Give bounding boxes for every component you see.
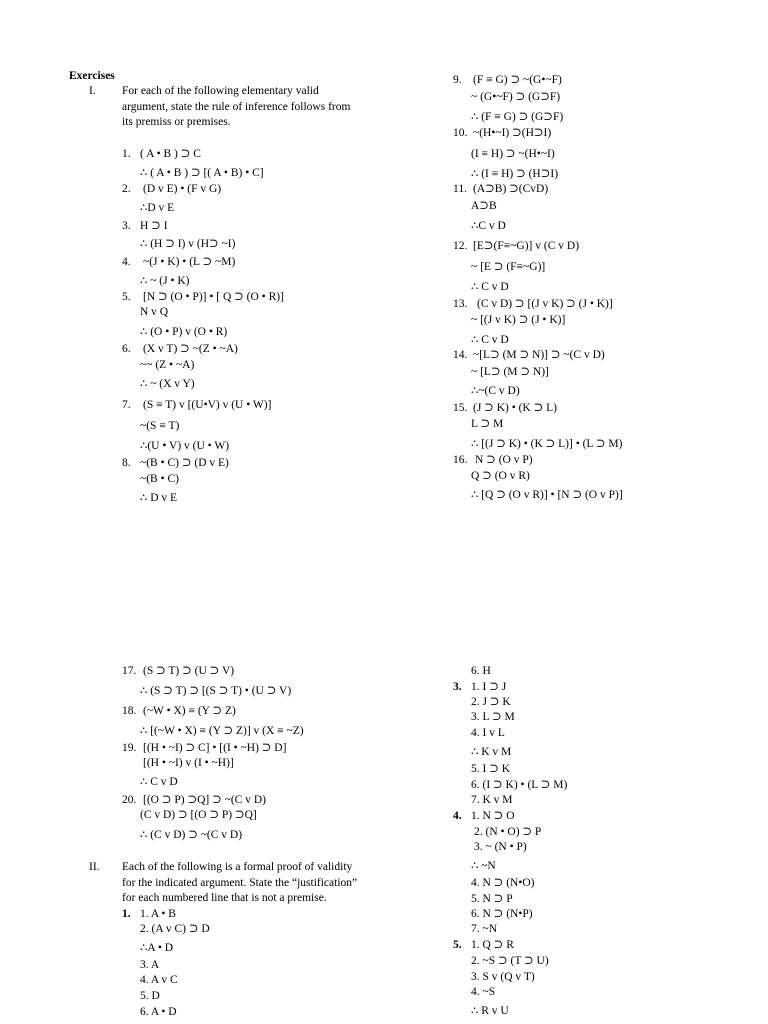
item-number: 20. [122, 794, 137, 806]
premise: [(O ⊃ P) ⊃Q] ⊃ ~(C v D) [143, 794, 266, 806]
premise: (S ≡ T) v [(U•V) v (U • W)] [143, 399, 272, 411]
proof-line: 3. ~ (N • P) [474, 841, 527, 853]
conclusion: ∴ ( A • B ) ⊃ [( A • B) • C] [140, 167, 264, 179]
conclusion: ∴~(C v D) [471, 385, 520, 397]
premise: (I ≡ H) ⊃ ~(H•~I) [471, 148, 555, 160]
proof-number: 1. [122, 908, 131, 920]
conclusion: ∴C v D [471, 220, 506, 232]
item-number: 10. [453, 127, 468, 139]
conclusion: ∴ [(J ⊃ K) • (K ⊃ L)] • (L ⊃ M) [471, 438, 623, 450]
premise: ~ [L⊃ (M ⊃ N)] [471, 366, 549, 378]
proof-line: 7. ~N [471, 923, 498, 935]
proof-conclusion: ∴ K v M [471, 746, 512, 758]
item-number: 19. [122, 742, 137, 754]
item-number: 7. [122, 399, 131, 411]
item-number: 11. [453, 183, 467, 195]
section-1-instructions: For each of the following elementary valid argument, state the rule of inference follows from its premiss or premises. [122, 85, 351, 128]
proof-line: 1. N ⊃ O [471, 810, 515, 822]
proof-line: 2. ~S ⊃ (T ⊃ U) [471, 955, 549, 967]
conclusion: ∴ (H ⊃ I) v (H⊃ ~I) [140, 238, 236, 250]
premise: Q ⊃ (O v R) [471, 470, 530, 482]
item-number: 4. [122, 256, 131, 268]
premise: (C v D) ⊃ [(J v K) ⊃ (J • K)] [477, 298, 613, 310]
item-number: 2. [122, 183, 131, 195]
proof-number: 5. [453, 939, 462, 951]
proof-line: 2. (A v C) ⊃ D [140, 923, 210, 935]
item-number: 1. [122, 148, 131, 160]
proof-line: 3. S v (Q v T) [471, 971, 535, 983]
conclusion: ∴ (O • P) v (O • R) [140, 326, 228, 338]
conclusion: ∴ D v E [140, 492, 178, 504]
proof-line: 4. N ⊃ (N•O) [471, 877, 535, 889]
item-number: 8. [122, 457, 131, 469]
item-number: 3. [122, 220, 131, 232]
conclusion: ∴ ~ (X v Y) [140, 378, 195, 390]
premise: ~ (G•~F) ⊃ (G⊃F) [471, 91, 561, 103]
section-2-instructions: Each of the following is a formal proof of validity for the indicated argument. State the “justification” for each numbered line that is not a premise. [122, 861, 358, 904]
premise: A⊃B [471, 200, 497, 212]
proof-line: 1. A • B [140, 908, 176, 920]
proof-number: 4. [453, 810, 462, 822]
section-1-number: I. [89, 85, 96, 97]
premise: ~(S ≡ T) [140, 420, 180, 432]
premise: N ⊃ (O v P) [475, 454, 533, 466]
conclusion: ∴ (I ≡ H) ⊃ (H⊃I) [471, 168, 559, 180]
proof-line: 1. I ⊃ J [471, 681, 507, 693]
premise: ~[L⊃ (M ⊃ N)] ⊃ ~(C v D) [473, 349, 605, 361]
premise: ~~ (Z • ~A) [140, 359, 195, 371]
premise: ~ [E ⊃ (F≡~G)] [471, 261, 546, 273]
item-number: 6. [122, 343, 131, 355]
item-number: 17. [122, 665, 137, 677]
proof-conclusion: ∴A • D [140, 942, 174, 954]
premise: (X v T) ⊃ ~(Z • ~A) [143, 343, 238, 355]
conclusion: ∴ C v D [471, 281, 509, 293]
conclusion: ∴ [(~W • X) ≡ (Y ⊃ Z)] v (X ≡ ~Z) [140, 725, 304, 737]
premise: (J ⊃ K) • (K ⊃ L) [473, 402, 557, 414]
premise: [(H • ~I) v (I • ~H)] [143, 757, 234, 769]
item-number: 5. [122, 291, 131, 303]
proof-line: 6. (I ⊃ K) • (L ⊃ M) [471, 779, 568, 791]
premise: ~ [(J v K) ⊃ (J • K)] [471, 314, 566, 326]
proof-line: 5. D [140, 990, 160, 1002]
item-number: 12. [453, 240, 468, 252]
proof-line: 7. K v M [471, 794, 513, 806]
exercises-heading: Exercises [69, 70, 115, 82]
conclusion: ∴ C v D [140, 776, 178, 788]
proof-line: 6. N ⊃ (N•P) [471, 908, 533, 920]
proof-line: 2. J ⊃ K [471, 696, 511, 708]
item-number: 9. [453, 74, 462, 86]
conclusion: ∴(U • V) v (U • W) [140, 440, 230, 452]
conclusion: ∴ (S ⊃ T) ⊃ [(S ⊃ T) • (U ⊃ V) [140, 685, 292, 697]
premise: ( A • B ) ⊃ C [140, 148, 201, 160]
premise: ~(H•~I) ⊃(H⊃I) [473, 127, 552, 139]
item-number: 14. [453, 349, 468, 361]
proof-number: 3. [453, 681, 462, 693]
item-number: 13. [453, 298, 468, 310]
premise: ~(B • C) ⊃ (D v E) [140, 457, 229, 469]
premise: (~W • X) ≡ (Y ⊃ Z) [143, 705, 236, 717]
premise: [E⊃(F≡~G)] v (C v D) [473, 240, 580, 252]
conclusion: ∴ C v D [471, 334, 509, 346]
premise: (S ⊃ T) ⊃ (U ⊃ V) [143, 665, 235, 677]
conclusion: ∴ (C v D) ⊃ ~(C v D) [140, 829, 243, 841]
proof-conclusion: ∴ R v U [471, 1005, 509, 1017]
conclusion: ∴D v E [140, 202, 175, 214]
proof-line: 2. (N • O) ⊃ P [474, 826, 542, 838]
premise: (F ≡ G) ⊃ ~(G•~F) [473, 74, 562, 86]
proof-line: 5. N ⊃ P [471, 893, 513, 905]
proof-line: 3. L ⊃ M [471, 711, 515, 723]
item-number: 15. [453, 402, 468, 414]
proof-conclusion: ∴ ~N [471, 860, 496, 872]
proof-line: 1. Q ⊃ R [471, 939, 514, 951]
proof-line: 4. I v L [471, 727, 505, 739]
premise: [N ⊃ (O • P)] • [ Q ⊃ (O • R)] [143, 291, 284, 303]
proof-line: 4. A v C [140, 974, 178, 986]
conclusion: ∴ (F ≡ G) ⊃ (G⊃F) [471, 111, 564, 123]
premise: H ⊃ I [140, 220, 168, 232]
premise: (D v E) • (F v G) [143, 183, 222, 195]
premise: ~(B • C) [140, 473, 179, 485]
conclusion: ∴ [Q ⊃ (O v R)] • [N ⊃ (O v P)] [471, 489, 623, 501]
premise: ~(J • K) • (L ⊃ ~M) [143, 256, 236, 268]
conclusion: ∴ ~ (J • K) [140, 275, 190, 287]
item-number: 18. [122, 705, 137, 717]
premise: N v Q [140, 306, 169, 318]
premise: (A⊃B) ⊃(CvD) [473, 183, 549, 195]
proof-line: 6. A • D [140, 1006, 177, 1018]
section-2-number: II. [89, 861, 100, 873]
premise: [(H • ~I) ⊃ C] • [(I • ~H) ⊃ D] [143, 742, 287, 754]
proof-line: 4. ~S [471, 986, 496, 998]
proof-2-final-line: 6. H [471, 665, 491, 677]
premise: (C v D) ⊃ [(O ⊃ P) ⊃Q] [140, 809, 257, 821]
premise: L ⊃ M [471, 418, 504, 430]
proof-line: 3. A [140, 959, 160, 971]
item-number: 16. [453, 454, 468, 466]
proof-line: 5. I ⊃ K [471, 763, 511, 775]
